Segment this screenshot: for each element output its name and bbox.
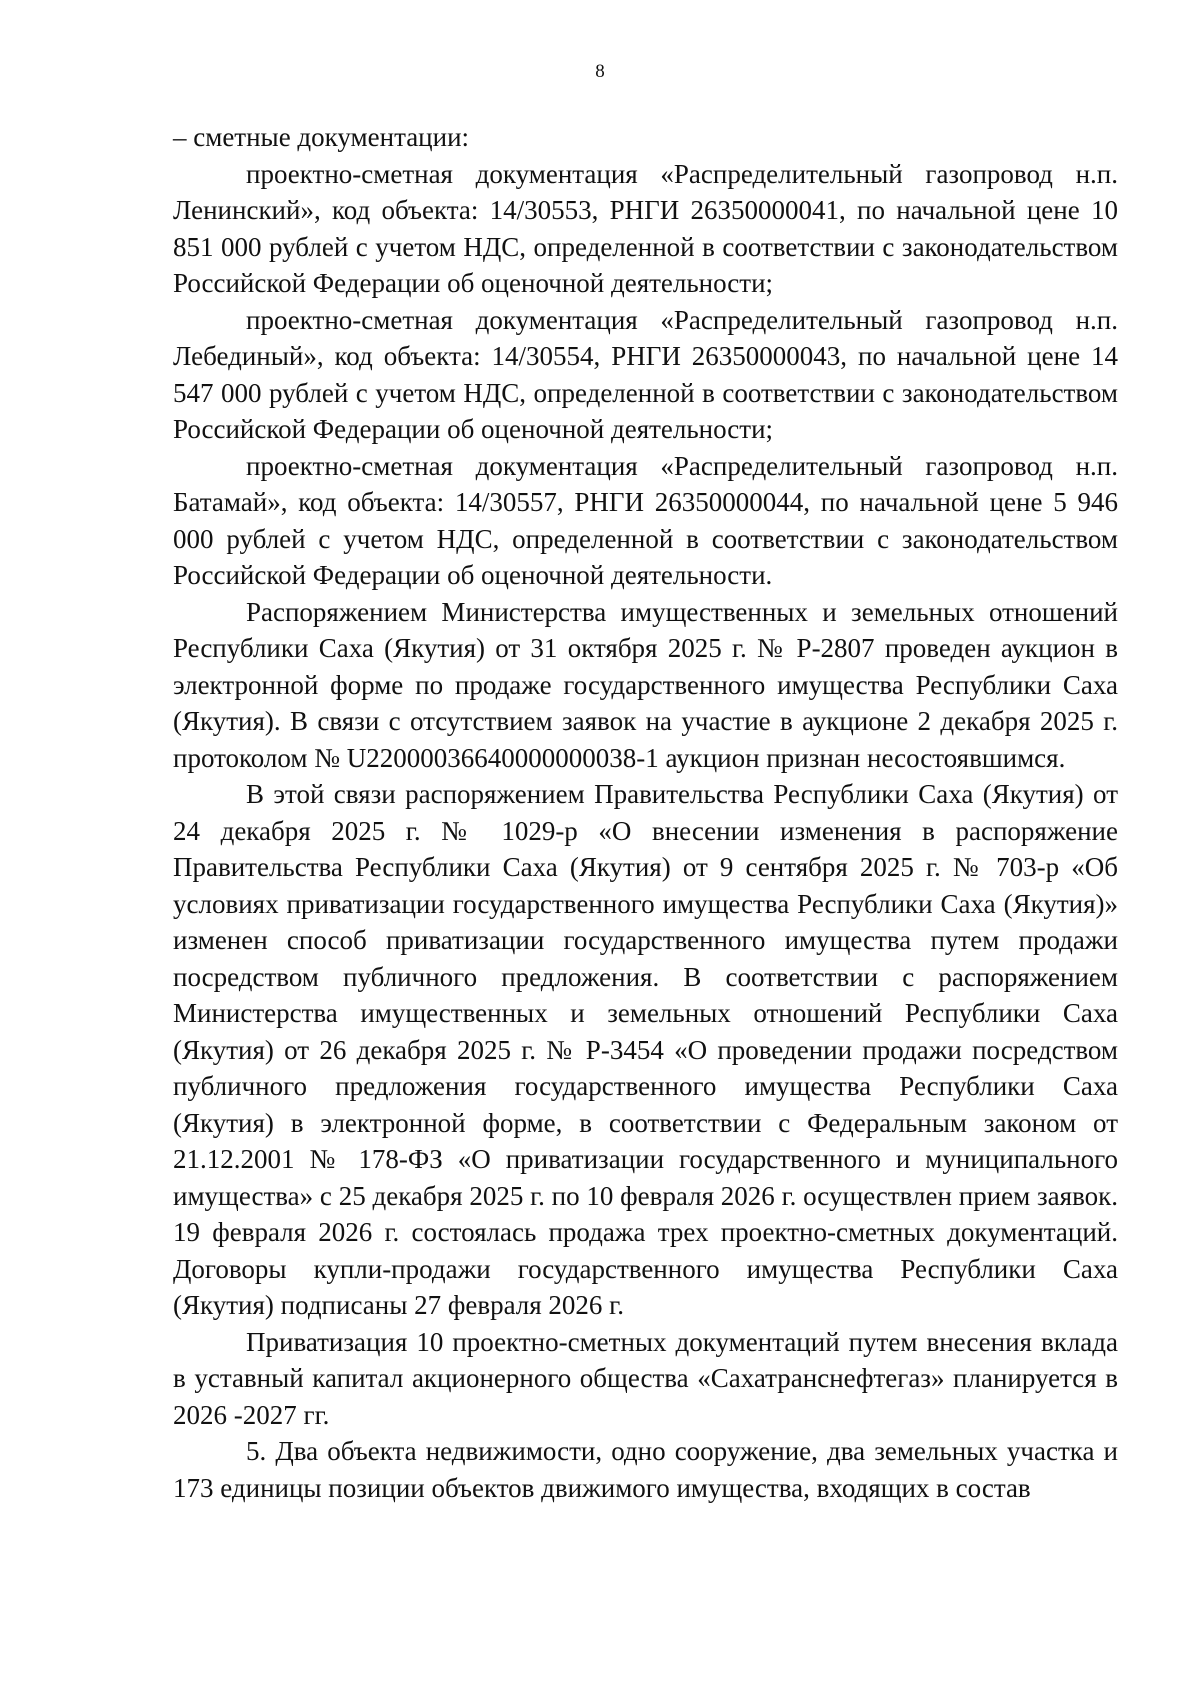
paragraph-section-heading: – сметные документации: xyxy=(173,122,470,152)
paragraph-batamai-item: проектно-сметная документация «Распределительный газопровод н.п. Батамай», код объекта: 14/30557, РНГИ 26350000044, по начальной цене 5 946 000 рублей с учетом НДС, определенной в соответствии с законодательством Российской Федерации об оценочной деятельности. xyxy=(173,450,1118,590)
paragraph-item-5: 5. Два объекта недвижимости, одно сооружение, два земельных участка и 173 единицы позиции объектов движимого имущества, входящих в состав xyxy=(173,1436,1118,1503)
paragraph-privatization-plan: Приватизация 10 проектно-сметных документаций путем внесения вклада в уставный капитал акционерного общества «Сахатранснефтегаз» планируется в 2026 -2027 гг. xyxy=(173,1326,1118,1430)
paragraph-public-offer: В этой связи распоряжением Правительства Республики Саха (Якутия) от 24 декабря 2025 г. № 1029-р «О внесении изменения в распоряжение Правительства Республики Саха (Якутия) от 9 сентября 2025 г. № 703-р «Об условиях приватизации государственного имущества Республики Саха (Якутия)» изменен способ приватизации государственного имущества путем продажи посредством публичного предложения. В соответствии с распоряжением Министерства имущественных и земельных отношений Республики Саха (Якутия) от 26 декабря 2025 г. № Р-3454 «О проведении продажи посредством публичного предложения государственного имущества Республики Саха (Якутия) в электронной форме, в соответствии с Федеральным законом от 21.12.2001 № 178-ФЗ «О приватизации государственного и муниципального имущества» с 25 декабря 2025 г. по 10 февраля 2026 г. осуществлен прием заявок. 19 февраля 2026 г. состоялась продажа трех проектно-сметных документаций. Договоры купли-продажи государственного имущества Республики Саха (Якутия) подписаны 27 февраля 2026 г. xyxy=(173,779,1118,1320)
paragraph-lebediny-item: проектно-сметная документация «Распределительный газопровод н.п. Лебединый», код объекта: 14/30554, РНГИ 26350000043, по начальной цене 14 547 000 рублей с учетом НДС, определенной в соответствии с законодательством Российской Федерации об оценочной деятельности; xyxy=(173,304,1118,444)
document-body xyxy=(173,119,1118,1506)
page-number: 8 xyxy=(595,61,605,82)
paragraph-leninsky-item: проектно-сметная документация «Распределительный газопровод н.п. Ленинский», код объекта: 14/30553, РНГИ 26350000041, по начальной цене 10 851 000 рублей с учетом НДС, определенной в соответствии с законодательством Российской Федерации об оценочной деятельности; xyxy=(173,158,1118,298)
paragraph-auction: Распоряжением Министерства имущественных и земельных отношений Республики Саха (Якутия) от 31 октября 2025 г. № Р-2807 проведен аукцион в электронной форме по продаже государственного имущества Республики Саха (Якутия). В связи с отсутствием заявок на участие в аукционе 2 декабря 2025 г. протоколом № U22000036640000000038-1 аукцион признан несостоявшимся. xyxy=(173,596,1118,773)
